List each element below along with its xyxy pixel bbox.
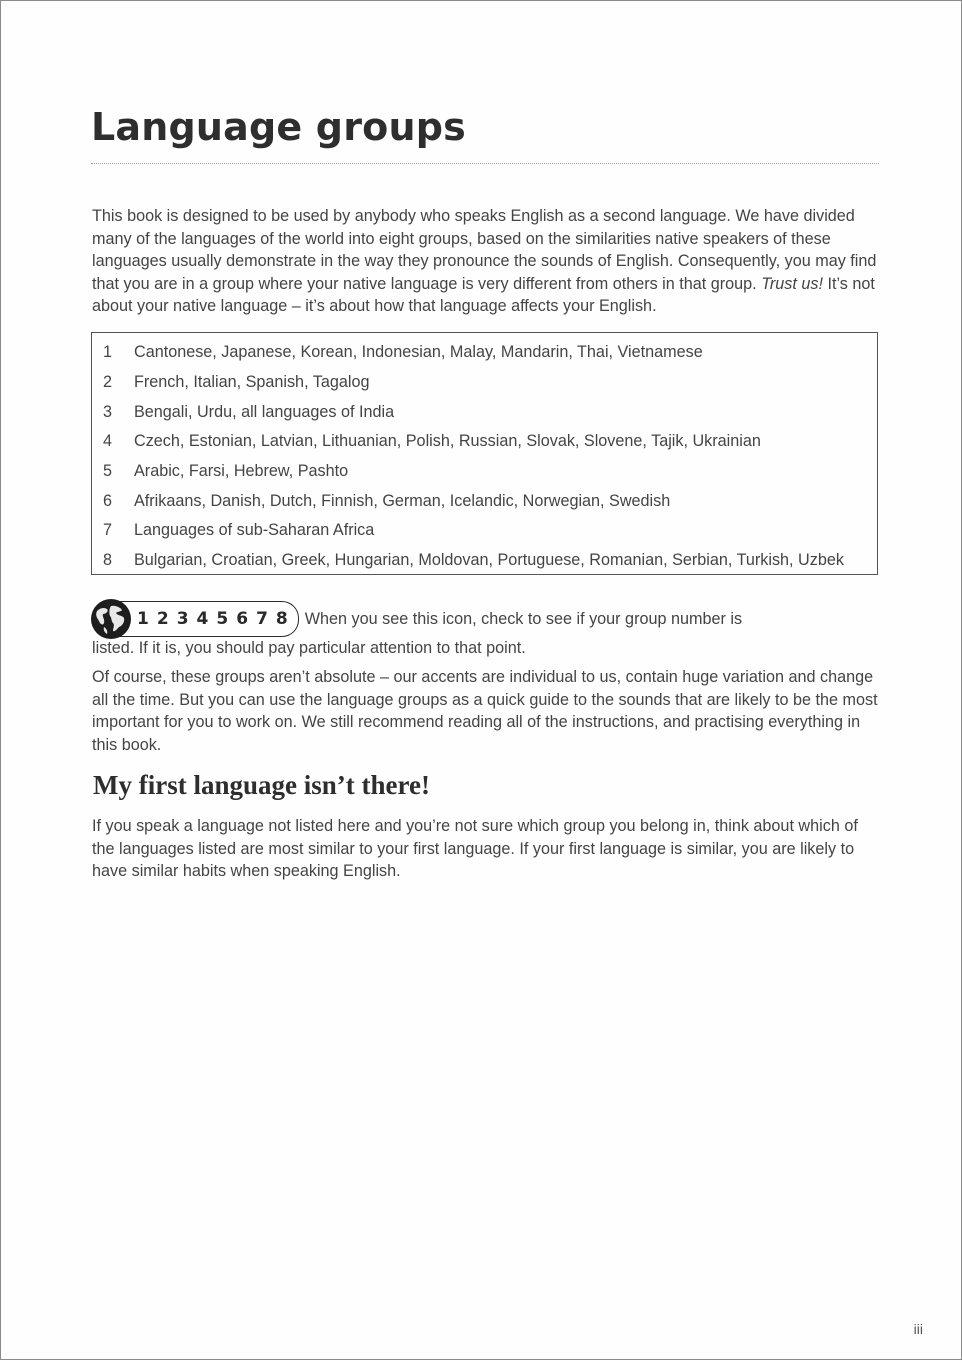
group-number: 2 xyxy=(103,373,113,392)
badge-number: 3 xyxy=(176,609,189,629)
group-row xyxy=(92,457,877,487)
group-languages: Bulgarian, Croatian, Greek, Hungarian, Moldovan, Portuguese, Romanian, Serbian, Turkish, Uzbek xyxy=(134,551,844,570)
group-languages: Afrikaans, Danish, Dutch, Finnish, German, Icelandic, Norwegian, Swedish xyxy=(134,491,671,510)
badge-number: 4 xyxy=(196,609,209,629)
badge-number: 7 xyxy=(256,609,268,629)
group-number: 6 xyxy=(103,491,113,510)
legend-text: When you see this icon, check to see if your group number is xyxy=(304,609,743,628)
group-row xyxy=(92,516,877,546)
group-row xyxy=(92,546,877,576)
title-divider xyxy=(91,163,879,164)
intro-emphasis: Trust us! xyxy=(761,274,823,293)
group-number: 3 xyxy=(103,402,113,421)
group-row xyxy=(92,338,877,368)
group-languages: Cantonese, Japanese, Korean, Indonesian, Malay, Mandarin, Thai, Vietnamese xyxy=(134,343,703,362)
group-number: 4 xyxy=(103,432,113,451)
group-number: 8 xyxy=(103,551,113,570)
badge-number: 6 xyxy=(236,609,249,629)
group-languages: Bengali, Urdu, all languages of India xyxy=(134,402,395,421)
badge-number: 1 xyxy=(137,609,149,629)
variation-paragraph: Of course, these groups aren’t absolute – our accents are individual to us, contain huge variation and change all the time. But you can use the language groups as a quick guide to the sounds that are likely to be the most important for you to work on. We still recommend reading all of the instructions, and practising everything in this book. xyxy=(92,668,878,754)
group-number: 7 xyxy=(103,521,113,540)
intro-text: This book is designed to be used by anybody who speaks English as a second language. We have divided many of the languages of the world into eight groups, based on the similarities native speakers of these languages usually demonstrate in the way they pronounce the sounds of English. Consequently, you may find that you are in a group where your native language is very different from others in that group. xyxy=(92,207,877,293)
group-number: 5 xyxy=(103,462,113,481)
language-groups-table xyxy=(91,332,878,575)
group-row xyxy=(92,427,877,457)
section-heading: My first language isn’t there! xyxy=(93,770,430,800)
badge-number: 5 xyxy=(216,609,229,629)
badge-number: 8 xyxy=(275,609,288,629)
legend-text-continued: listed. If it is, you should pay particular attention to that point. xyxy=(92,639,526,657)
group-row xyxy=(92,368,877,398)
group-row xyxy=(92,486,877,516)
page-title: Language groups xyxy=(91,105,466,149)
page-number: iii xyxy=(913,1321,923,1337)
intro-text-end: It’s not about your native language – it’s about how that language affects your English. xyxy=(92,274,875,315)
group-languages: French, Italian, Spanish, Tagalog xyxy=(134,373,370,392)
badge-number: 2 xyxy=(156,609,169,629)
globe-icon xyxy=(91,599,131,639)
group-row xyxy=(92,397,877,427)
group-languages: Czech, Estonian, Latvian, Lithuanian, Polish, Russian, Slovak, Slovene, Tajik, Ukrainian xyxy=(134,432,761,451)
not-listed-paragraph: If you speak a language not listed here and you’re not sure which group you belong in, think about which of the languages listed are most similar to your first language. If your first language is similar, you are likely to have similar habits when speaking English. xyxy=(92,817,858,880)
group-languages: Arabic, Farsi, Hebrew, Pashto xyxy=(134,462,349,481)
group-number: 1 xyxy=(103,343,113,362)
group-numbers-badge xyxy=(119,601,299,637)
intro-paragraph xyxy=(92,205,882,318)
group-languages: Languages of sub-Saharan Africa xyxy=(134,521,375,540)
group-icon-legend xyxy=(91,599,742,639)
